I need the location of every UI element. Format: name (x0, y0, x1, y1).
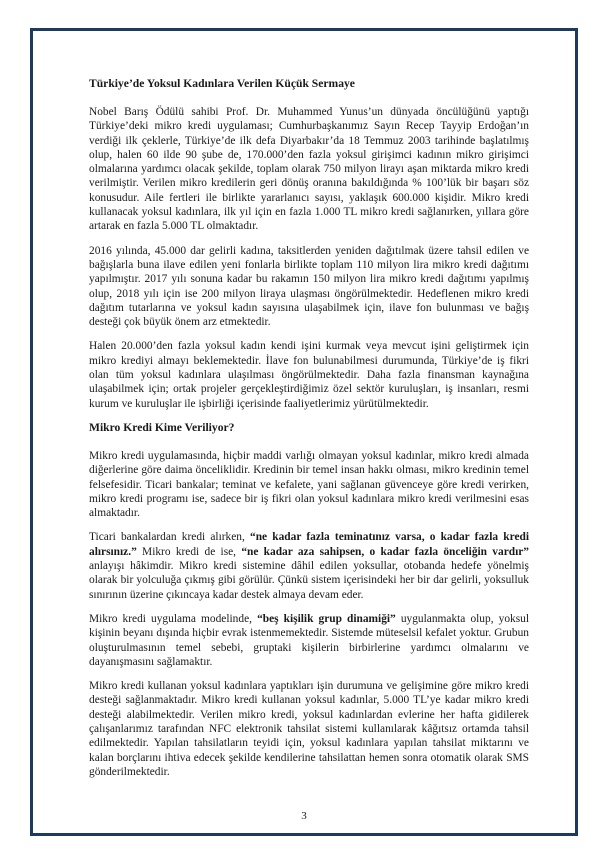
document-body (89, 77, 529, 789)
paragraph-5-text-e: anlayışı hâkimdir. Mikro kredi sistemine dâhil edilen yoksullar, otobanda hedefe yönelmiş olarak bir yolculuğa çıkmış gibi görülür. Çünkü sistem içerisindeki her bir dar gelirli, yoksulluk sınırının üzerine çıkıncaya kadar destek almaya devam eder. (89, 560, 529, 601)
paragraph-7: Mikro kredi kullanan yoksul kadınlara yaptıkları işin durumuna ve gelişimine göre mikro kredi desteği sağlanmaktadır. Mikro kredi kullanan yoksul kadınlar, 5.000 TL’ye kadar mikro kredi desteği alabilmektedir. Verilen mikro kredi, yoksul kadınlardan evlerine her hafta gidilerek çalışanlarımız tarafından NFC elektronik tahsilat sistemi kullanılarak kâğıtsız ortamda tahsil edilmektedir. Yapılan tahsilatların teyidi için, yoksul kadınlara yapılan tahsilat miktarını ve kalan borçlarını ihtiva edecek şekilde kendilerine tahsilattan hemen sonra otomatik olarak SMS gönderilmektedir. (89, 680, 529, 778)
paragraph-4: Mikro kredi uygulamasında, hiçbir maddi varlığı olmayan yoksul kadınlar, mikro kredi almada diğerlerine göre daima önceliklidir. Kredinin bir temel insan hakkı olması, mikro kredinin temel felsefesidir. Ticari bankalar; teminat ve kefalete, yani sağlanan güvenceye göre kredi verirken, mikro kredi programı ise, sadece bir iş fikri olan yoksul kadınlara mikro kredi verilmesini esas almaktadır. (89, 449, 529, 520)
paragraph-6-text-a: Mikro kredi uygulama modelinde, (89, 612, 258, 625)
quote-grup-dinamigi: “beş kişilik grup dinamiği” (257, 612, 396, 625)
page-frame (30, 28, 578, 836)
paragraph-2: 2016 yılında, 45.000 dar gelirli kadına, taksitlerden yeniden dağıtılmak üzere tahsil edilen ve bağışlarla buna ilave edilen yeni fonlarla birlikte toplam 110 milyon lira mikro kredi dağıtımı yapılmıştır. 2017 yılı sonuna kadar bu rakamın 150 milyon lira mikro kredi dağıtımı yapılmış olup, 2018 yılı için ise 200 milyon liraya ulaşması öngörülmektedir. Hedeflenen mikro kredi dağıtım tutarlarına ve yoksul kadın sayısına ulaşabilmek için, ilave fon bulunması ve bağış desteği çok büyük önem arz etmektedir. (89, 244, 529, 329)
quote-oncelik: “ne kadar aza sahipsen, o kadar fazla önceliğin vardır” (241, 545, 529, 558)
page-number: 3 (301, 810, 307, 822)
heading-mikro-kredi: Mikro Kredi Kime Veriliyor? (89, 420, 235, 434)
quote-teminat: “ne kadar fazla teminatınız varsa, o kadar fazla kredi alırsınız.” (89, 531, 529, 558)
paragraph-1: Nobel Barış Ödülü sahibi Prof. Dr. Muhammed Yunus’un dünyada öncülüğünü yaptığı Türkiye’deki mikro kredi uygulaması; Cumhurbaşkanımız Sayın Recep Tayyip Erdoğan’ın verdiği ilk çeklerle, Türkiye’de ilk defa Diyarbakır’da 18 Temmuz 2003 tarihinde başlatılmış olup, halen 60 ilde 90 şube de, 170.000’den fazla yoksul girişimci kadının mikro girişimci olmalarına yardımcı olacak şekilde, toplam olarak 750 milyon lirayı aşan miktarda mikro kredi verilmiştir. Verilen mikro kredilerin geri dönüş oranına bakıldığında % 100’lük bir başarı söz konusudur. Aile fertleri ile birlikte yararlanıcı sayısı, yaklaşık 600.000 kişidir. Mikro kredi kullanacak yoksul kadınlara, ilk yıl için en fazla 1.000 TL mikro kredi sağlanırken, yıllara göre artarak en fazla 5.000 TL olmaktadır. (89, 106, 529, 233)
paragraph-5-text-a: Ticari bankalardan kredi alırken, (89, 531, 251, 544)
paragraph-3: Halen 20.000’den fazla yoksul kadın kendi işini kurmak veya mevcut işini geliştirmek için mikro krediyi almayı beklemektedir. İlave fon bulunabilmesi durumunda, Türkiye’de iş fikri olan tüm yoksul kadınlara ulaşılması öngörülmektedir. Daha fazla finansman kaynağına ulaşabilmek için; ortak projeler gerçekleştirdiğimiz özel sektör kuruluşları, iş insanları, resmi kurum ve kuruluşlar ile işbirliği içerisinde faaliyetlerimiz yürütülmektedir. (89, 340, 529, 410)
paragraph-6 (89, 612, 529, 669)
paragraph-6-text-c: uygulanmakta olup, yoksul kişinin beyanı dışında hiçbir evrak istenmemektedir. Sistemde müteselsil kefalet yoktur. Grubun oluşturulmasının temel sebebi, gruptaki kişilerin birbirlerine yardımcı olmalarını ve dayanışmasını sağlamaktır. (89, 612, 529, 668)
paragraph-5-text-c: Mikro kredi de ise, (136, 545, 242, 558)
paragraph-5 (89, 530, 529, 601)
heading-turkiye: Türkiye’de Yoksul Kadınlara Verilen Küçük Sermaye (89, 77, 355, 90)
